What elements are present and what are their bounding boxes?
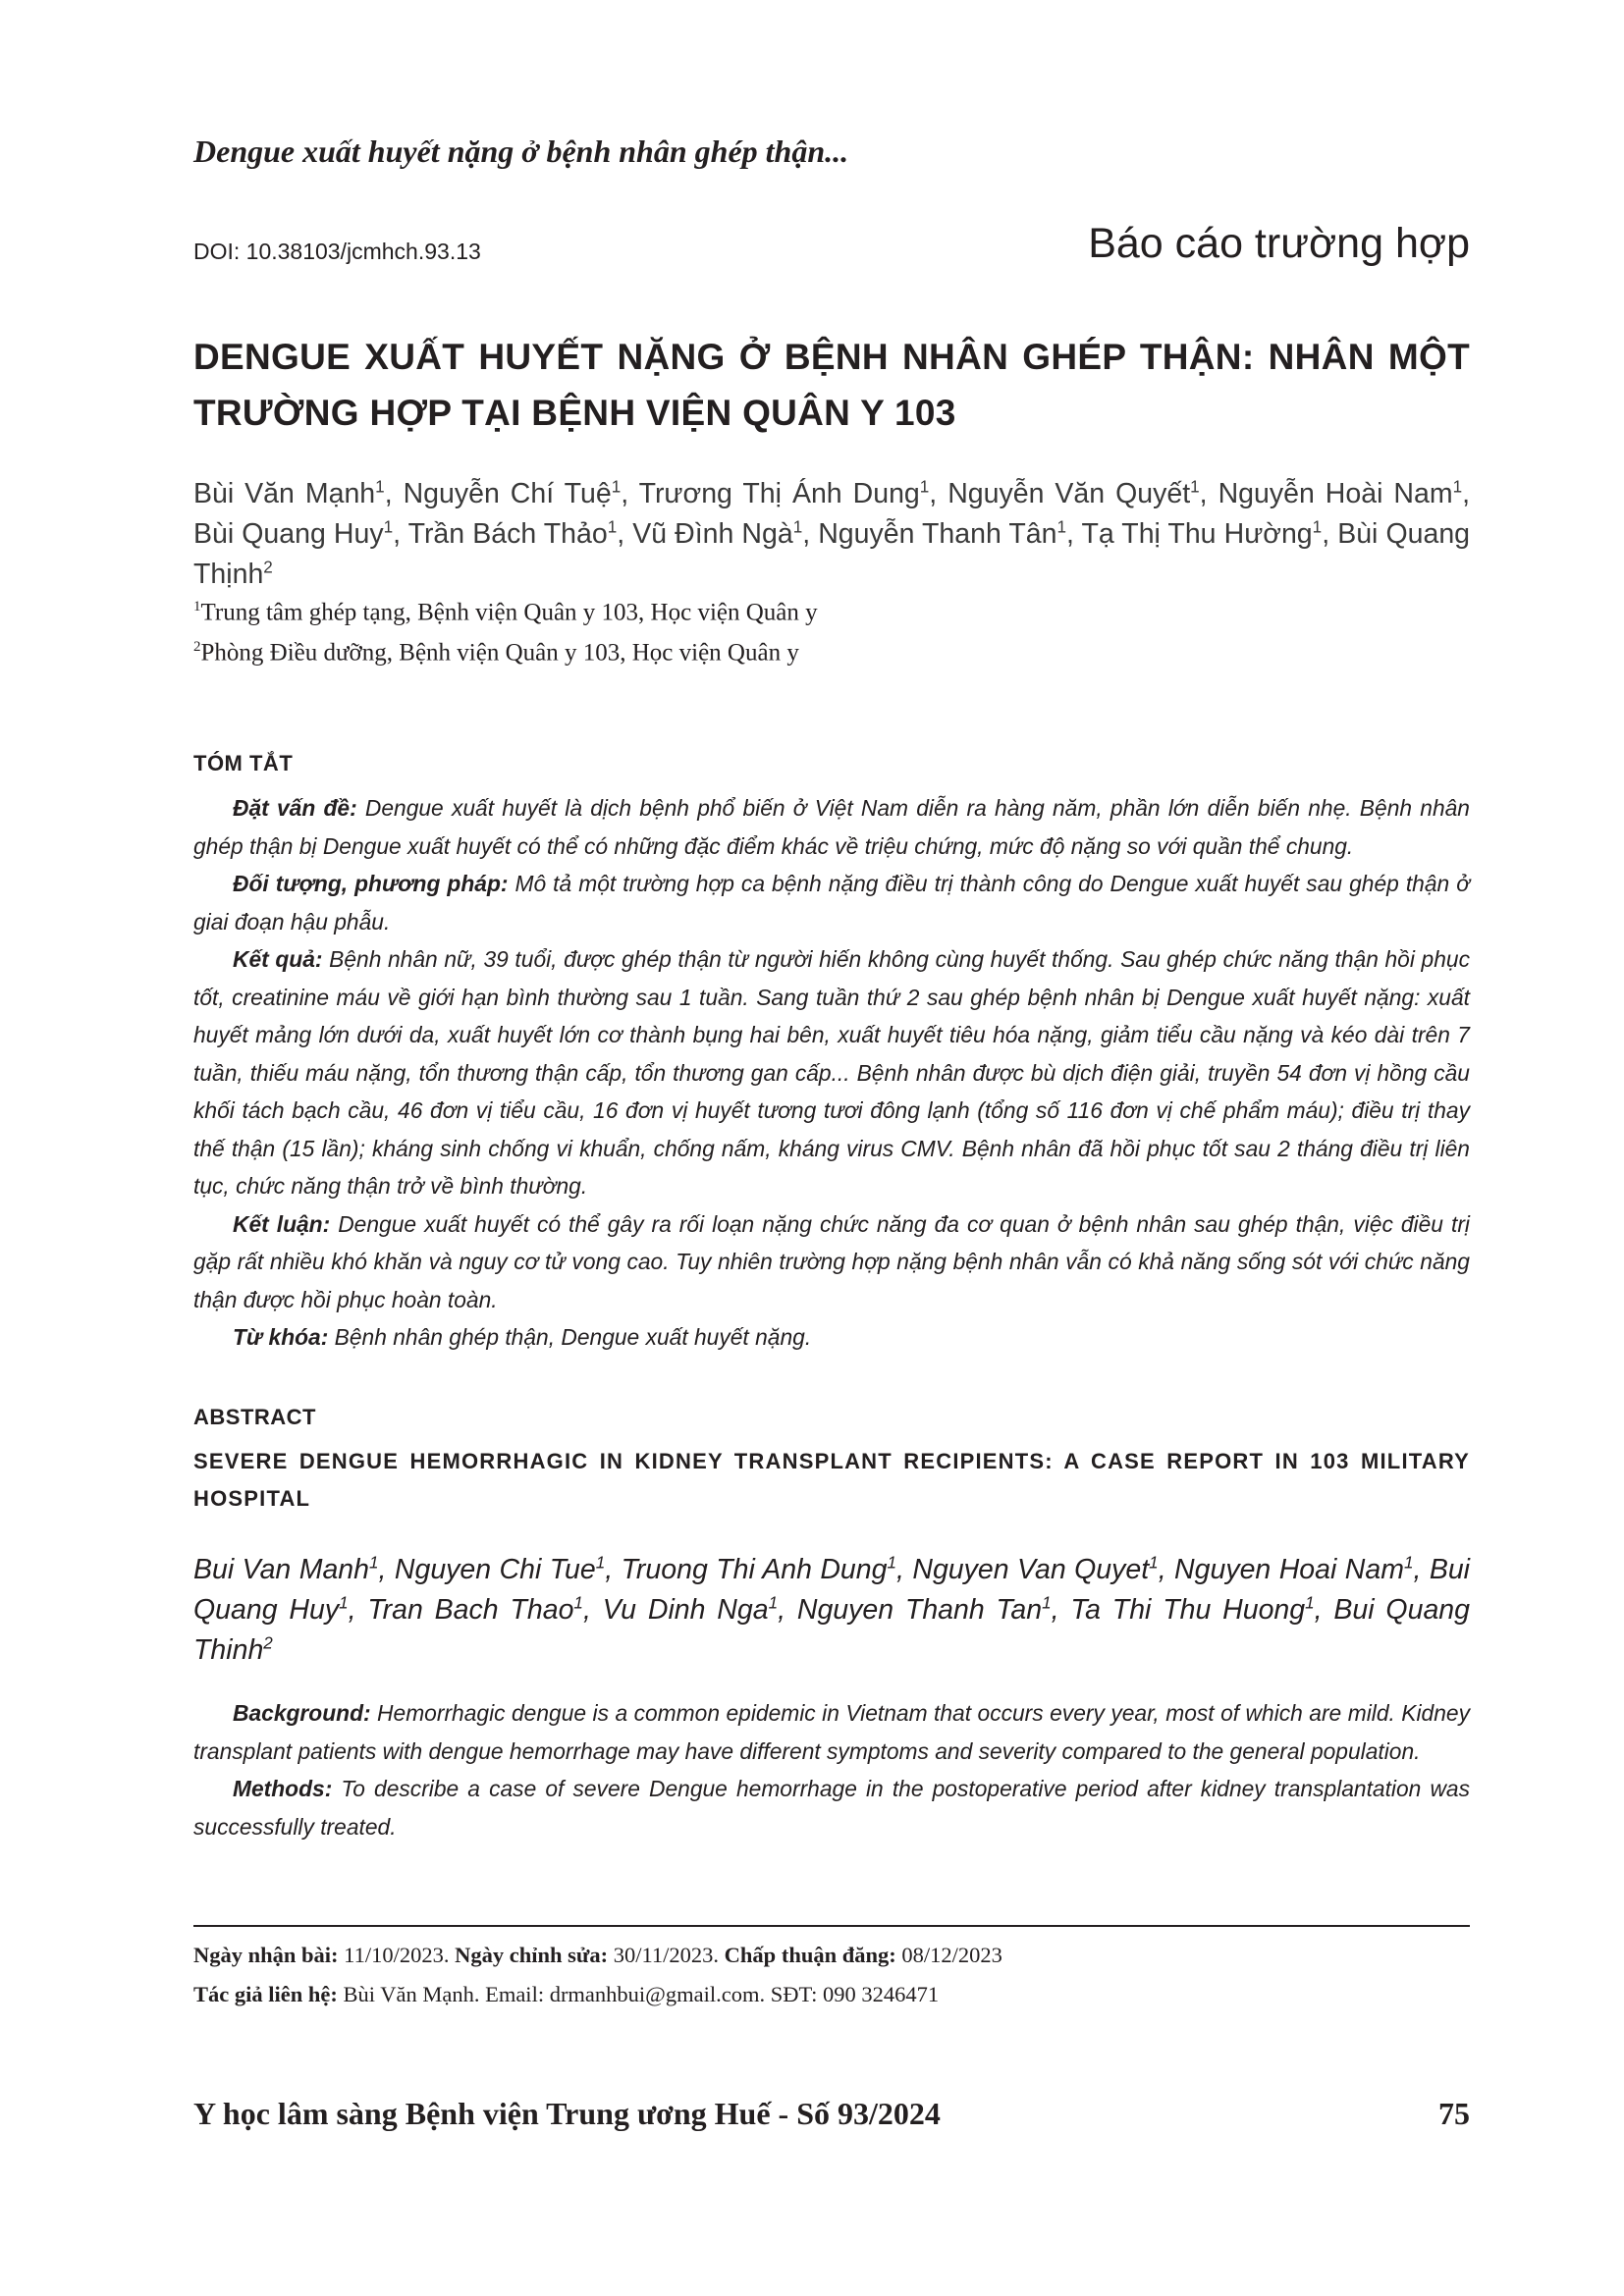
vn-abstract-paragraph [193, 940, 1470, 1205]
received-label: Ngày nhận bài: [193, 1943, 339, 1967]
affiliation-2 [193, 639, 799, 667]
contact-details: Bùi Văn Mạnh. Email: drmanhbui@gmail.com. SĐT: 090 3246471 [337, 1982, 940, 2006]
author-name: Bui Quang Thinh [193, 1594, 1470, 1666]
revised-label: Ngày chỉnh sửa: [455, 1943, 609, 1967]
article-title: DENGUE XUẤT HUYẾT NẶNG Ở BỆNH NHÂN GHÉP THẬN: NHÂN MỘT TRƯỜNG HỢP TẠI BỆNH VIỆN QUÂN Y 103 [193, 337, 1470, 433]
author-name: Nguyễn Chí Tuệ [403, 478, 612, 509]
affiliation-1 [193, 599, 818, 626]
en-paragraph-label: Background: [233, 1700, 371, 1726]
author-separator: , [1051, 1594, 1071, 1626]
vn-paragraph-text: Mô tả một trường hợp ca bệnh nặng điều trị thành công do Dengue xuất huyết sau ghép thận ở giai đoạn hậu phẫu. [193, 871, 1470, 934]
author-separator: , [393, 518, 408, 550]
author-separator: , [582, 1594, 603, 1626]
author-affiliation-marker: 1 [919, 477, 930, 497]
author-affiliation-marker: 1 [369, 1553, 379, 1573]
author-name: Bùi Quang Thịnh [193, 518, 1471, 590]
author-name: Nguyễn Thanh Tân [818, 518, 1057, 550]
vn-abstract-body [193, 789, 1470, 1357]
author-affiliation-marker: 2 [263, 558, 273, 577]
vn-paragraph-label: Đặt vấn đề: [233, 795, 357, 821]
accepted-date: 08/12/2023 [895, 1943, 1002, 1967]
author-name: Nguyen Chi Tue [394, 1554, 596, 1585]
author-name: Tạ Thị Thu Hường [1081, 518, 1313, 550]
vn-paragraph-label: Kết quả: [233, 946, 323, 972]
vn-abstract-paragraph [193, 865, 1470, 940]
author-separator: , [802, 518, 819, 550]
author-affiliation-marker: 1 [375, 477, 385, 497]
author-separator: , [378, 1554, 395, 1585]
author-affiliation-marker: 1 [607, 517, 618, 537]
vn-paragraph-text: Dengue xuất huyết là dịch bệnh phổ biến ở Việt Nam diễn ra hàng năm, phần lớn diễn biến nhẹ. Bệnh nhân ghép thận bị Dengue xuất huyết có thể có những đặc điểm khác về triệu chứng, mức độ nặng so với quần thể chung. [193, 795, 1470, 859]
author-name: Tran Bach Thao [367, 1594, 574, 1626]
vn-abstract-paragraph [193, 1318, 1470, 1357]
author-affiliation-marker: 1 [1190, 477, 1200, 497]
author-affiliation-marker: 1 [887, 1553, 897, 1573]
affiliation-1-sup: 1 [193, 599, 201, 614]
received-date: 11/10/2023. [338, 1943, 456, 1967]
affiliation-2-sup: 2 [193, 639, 201, 655]
author-name: Bùi Văn Mạnh [193, 478, 376, 509]
author-separator: , [617, 518, 633, 550]
running-header: Dengue xuất huyết nặng ở bệnh nhân ghép thận... [193, 133, 849, 169]
author-separator: , [896, 1554, 913, 1585]
vn-abstract-paragraph [193, 1205, 1470, 1319]
author-affiliation-marker: 1 [1312, 517, 1323, 537]
vn-paragraph-label: Đối tượng, phương pháp: [233, 871, 509, 896]
author-name: Nguyen Van Quyet [912, 1554, 1150, 1585]
author-name: Nguyễn Hoài Nam [1218, 478, 1453, 509]
article-type: Báo cáo trường hợp [1088, 220, 1470, 267]
author-name: Nguyen Hoai Nam [1174, 1554, 1404, 1585]
author-separator: , [929, 478, 948, 509]
author-name: Vũ Đình Ngà [632, 518, 793, 550]
author-separator: , [1065, 518, 1082, 550]
affiliation-1-text: Trung tâm ghép tạng, Bệnh viện Quân y 103, Học viện Quân y [200, 599, 818, 626]
author-separator: , [605, 1554, 622, 1585]
doi: DOI: 10.38103/jcmhch.93.13 [193, 239, 481, 264]
author-separator: , [1322, 518, 1338, 550]
en-paragraph-text: Hemorrhagic dengue is a common epidemic in Vietnam that occurs every year, most of which are mild. Kidney transplant patients with dengue hemorrhage may have different symptoms and severity compared to the general population. [193, 1700, 1470, 1764]
author-affiliation-marker: 1 [339, 1593, 349, 1613]
en-paragraph-text: To describe a case of severe Dengue hemorrhage in the postoperative period after kidney transplantation was successfully treated. [193, 1776, 1470, 1840]
accepted-label: Chấp thuận đăng: [724, 1943, 896, 1967]
vn-abstract-paragraph [193, 789, 1470, 865]
en-abstract-body [193, 1694, 1470, 1845]
vn-paragraph-label: Kết luận: [233, 1210, 331, 1237]
author-name: Bui Quang Huy [193, 1554, 1471, 1626]
author-name: Nguyễn Văn Quyết [947, 478, 1191, 509]
en-abstract-heading: ABSTRACT [193, 1405, 316, 1429]
author-separator: , [778, 1594, 797, 1626]
author-affiliation-marker: 1 [1403, 1553, 1414, 1573]
author-separator: , [621, 478, 639, 509]
author-affiliation-marker: 1 [611, 477, 622, 497]
author-separator: , [1199, 478, 1218, 509]
author-affiliation-marker: 1 [1305, 1593, 1315, 1613]
affiliation-2-text: Phòng Điều dưỡng, Bệnh viện Quân y 103, Học viện Quân y [200, 639, 799, 667]
author-affiliation-marker: 1 [1056, 517, 1066, 537]
author-affiliation-marker: 1 [792, 517, 803, 537]
author-name: Truong Thi Anh Dung [621, 1554, 888, 1585]
author-separator: , [1413, 1554, 1430, 1585]
author-affiliation-marker: 1 [1452, 477, 1463, 497]
author-affiliation-marker: 1 [595, 1553, 606, 1573]
author-affiliation-marker: 1 [1042, 1593, 1052, 1613]
author-list-en [193, 1550, 1470, 1671]
author-separator: , [1158, 1554, 1175, 1585]
footnote-contact [193, 1982, 939, 2007]
author-name: Ta Thi Thu Huong [1070, 1594, 1306, 1626]
author-separator: , [1462, 478, 1471, 509]
en-article-title: SEVERE DENGUE HEMORRHAGIC IN KIDNEY TRANSPLANT RECIPIENTS: A CASE REPORT IN 103 MILITARY HOSPITAL [193, 1449, 1470, 1511]
contact-label: Tác giả liên hệ: [193, 1982, 338, 2006]
author-name: Vu Dinh Nga [602, 1594, 769, 1626]
author-affiliation-marker: 1 [573, 1593, 583, 1613]
journal-footer: Y học lâm sàng Bệnh viện Trung ương Huế - Số 93/2024 [193, 2096, 941, 2131]
en-abstract-paragraph [193, 1770, 1470, 1845]
vn-paragraph-label: Từ khóa: [233, 1324, 329, 1350]
footnote-divider [193, 1925, 1470, 1927]
author-list-vn [193, 474, 1470, 595]
page-number: 75 [1438, 2096, 1470, 2131]
en-abstract-paragraph [193, 1694, 1470, 1770]
author-affiliation-marker: 1 [768, 1593, 779, 1613]
vn-paragraph-text: Dengue xuất huyết có thể gây ra rối loạn nặng chức năng đa cơ quan ở bệnh nhân sau ghép thận, việc điều trị gặp rất nhiều khó khăn và nguy cơ tử vong cao. Tuy nhiên trường hợp nặng bệnh nhân vẫn có khả năng sống sót với chức năng thận được hồi phục hoàn toàn. [193, 1210, 1470, 1312]
vn-abstract-heading: TÓM TẮT [193, 751, 294, 775]
author-separator: , [1314, 1594, 1334, 1626]
author-separator: , [348, 1594, 368, 1626]
vn-paragraph-text: Bệnh nhân nữ, 39 tuổi, được ghép thận từ người hiến không cùng huyết thống. Sau ghép chức năng thận hồi phục tốt, creatinine máu về giới hạn bình thường sau 1 tuần. Sang tuần thứ 2 sau ghép bệnh nhân bị Dengue xuất huyết nặng: xuất huyết mảng lớn dưới da, xuất huyết lớn cơ thành bụng hai bên, xuất huyết tiêu hóa nặng, giảm tiểu cầu nặng và kéo dài trên 7 tuần, thiếu máu nặng, tổn thương thận cấp, tổn thương gan cấp... Bệnh nhân được bù dịch điện giải, truyền 54 đơn vị hồng cầu khối tách bạch cầu, 46 đơn vị tiểu cầu, 16 đơn vị huyết tương tươi đông lạnh (tổng số 116 đơn vị chế phẩm máu); điều trị thay thế thận (15 lần); kháng sinh chống vi khuẩn, chống nấm, kháng virus CMV. Bệnh nhân đã hồi phục tốt sau 2 tháng điều trị liên tục, chức năng thận trở về bình thường. [193, 946, 1470, 1199]
author-name: Nguyen Thanh Tan [796, 1594, 1043, 1626]
revised-date: 30/11/2023. [608, 1943, 725, 1967]
author-affiliation-marker: 1 [1149, 1553, 1159, 1573]
author-name: Trần Bách Thảo [407, 518, 608, 550]
author-affiliation-marker: 2 [263, 1633, 273, 1653]
author-name: Trương Thị Ánh Dung [638, 478, 920, 509]
author-name: Bùi Quang Huy [193, 518, 384, 550]
vn-paragraph-text: Bệnh nhân ghép thận, Dengue xuất huyết nặng. [328, 1324, 812, 1350]
author-affiliation-marker: 1 [383, 517, 394, 537]
author-separator: , [384, 478, 404, 509]
author-name: Bui Van Manh [193, 1554, 370, 1585]
footnote-dates [193, 1943, 1002, 1968]
en-paragraph-label: Methods: [233, 1776, 333, 1801]
